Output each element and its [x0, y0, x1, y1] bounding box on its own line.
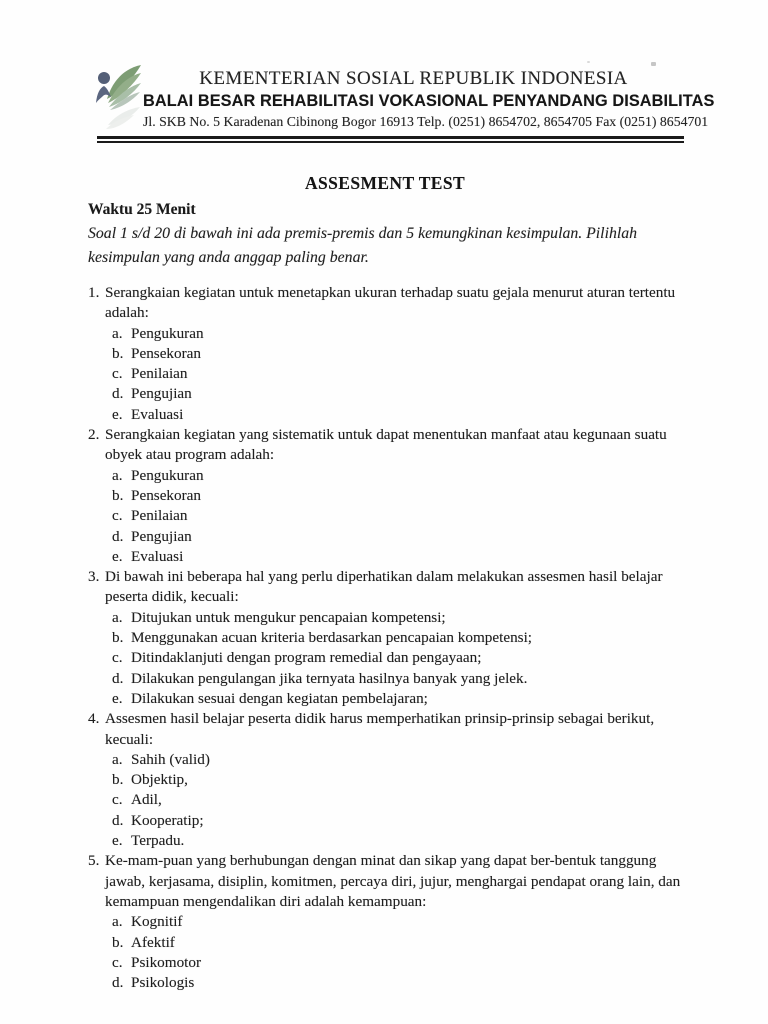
- option-text: Menggunakan acuan kriteria berdasarkan pencapaian kompetensi;: [131, 629, 533, 647]
- answer-option: [112, 689, 682, 709]
- kemensos-logo-icon: [94, 63, 144, 139]
- option-letter: a.: [112, 324, 123, 342]
- option-letter: a.: [112, 466, 123, 484]
- answer-option: [112, 648, 682, 668]
- option-letter: b.: [112, 933, 124, 951]
- answer-option: [112, 608, 682, 628]
- question-head: [88, 567, 682, 608]
- option-letter: e.: [112, 689, 123, 707]
- option-text: Penilaian: [131, 365, 188, 383]
- option-text: Objektip,: [131, 771, 188, 789]
- option-letter: c.: [112, 507, 123, 525]
- duration-label: Waktu 25 Menit: [88, 201, 196, 218]
- question-item: [88, 283, 682, 425]
- option-letter: d.: [112, 669, 124, 687]
- question-list: [88, 283, 682, 993]
- divider-thick-line: [97, 136, 684, 139]
- document-body: [88, 173, 682, 993]
- ministry-name: KEMENTERIAN SOSIAL REPUBLIK INDONESIA: [199, 68, 628, 89]
- option-letter: a.: [112, 750, 123, 768]
- option-letter: c.: [112, 953, 123, 971]
- question-item: [88, 425, 682, 567]
- question-options: [88, 608, 682, 709]
- option-letter: c.: [112, 791, 123, 809]
- question-head: [88, 425, 682, 466]
- option-text: Pensekoran: [131, 486, 202, 504]
- answer-option: [112, 973, 682, 993]
- question-number: 2.: [88, 426, 100, 444]
- option-text: Kooperatip;: [131, 811, 204, 829]
- option-letter: d.: [112, 811, 124, 829]
- question-item: [88, 851, 682, 993]
- question-text: Ke-mam-puan yang berhubungan dengan minat dan sikap yang dapat ber-bentuk tanggung jawab, kerjasama, disiplin, komitmen, percaya diri, jujur, menghargai pendapat orang lain, dan kemampuan mengendalikan diri adalah kemampuan:: [105, 852, 681, 910]
- option-text: Dilakukan pengulangan jika ternyata hasilnya banyak yang jelek.: [131, 669, 528, 687]
- answer-option: [112, 669, 682, 689]
- divider-thin-line: [97, 141, 684, 143]
- question-text: Serangkaian kegiatan untuk menetapkan ukuran terhadap suatu gejala menurut aturan tertentu adalah:: [105, 284, 676, 322]
- question-options: [88, 750, 682, 851]
- question-text: Assesmen hasil belajar peserta didik harus memperhatikan prinsip-prinsip sebagai berikut, kecuali:: [105, 710, 655, 748]
- answer-option: [112, 384, 682, 404]
- option-text: Ditujukan untuk mengukur pencapaian kompetensi;: [131, 608, 446, 626]
- option-text: Pengujian: [131, 385, 192, 403]
- question-options: [88, 324, 682, 425]
- option-letter: d.: [112, 527, 124, 545]
- option-text: Psikologis: [131, 974, 195, 992]
- option-letter: a.: [112, 913, 123, 931]
- option-letter: b.: [112, 629, 124, 647]
- option-text: Evaluasi: [131, 547, 184, 565]
- answer-option: [112, 486, 682, 506]
- question-number: 5.: [88, 852, 100, 870]
- option-text: Pensekoran: [131, 344, 202, 362]
- question-number: 4.: [88, 710, 100, 728]
- page-title: ASSESMENT TEST: [304, 173, 466, 193]
- option-letter: a.: [112, 608, 123, 626]
- option-letter: b.: [112, 771, 124, 789]
- address-line: Jl. SKB No. 5 Karadenan Cibinong Bogor 16913 Telp. (0251) 8654702, 8654705 Fax (0251) 8654701: [143, 114, 709, 129]
- option-text: Kognitif: [131, 913, 183, 931]
- question-head: [88, 851, 682, 912]
- answer-option: [112, 324, 682, 344]
- option-text: Penilaian: [131, 507, 188, 525]
- option-letter: d.: [112, 974, 124, 992]
- question-item: [88, 709, 682, 851]
- option-text: Pengujian: [131, 527, 192, 545]
- question-text: Serangkaian kegiatan yang sistematik untuk dapat menentukan manfaat atau kegunaan suatu obyek atau program adalah:: [105, 426, 667, 464]
- question-number: 1.: [88, 284, 100, 301]
- letterhead-divider: [97, 136, 684, 143]
- option-text: Psikomotor: [131, 953, 202, 971]
- scan-artifact: [587, 61, 590, 63]
- answer-option: [112, 364, 682, 384]
- letterhead: [97, 66, 715, 143]
- question-head: [88, 283, 682, 324]
- answer-option: [112, 831, 682, 851]
- option-letter: e.: [112, 405, 123, 423]
- answer-option: [112, 953, 682, 973]
- answer-option: [112, 405, 682, 425]
- option-text: Ditindaklanjuti dengan program remedial dan pengayaan;: [131, 649, 482, 667]
- option-text: Pengukuran: [131, 324, 204, 342]
- question-options: [88, 912, 682, 993]
- option-text: Pengukuran: [131, 466, 204, 484]
- answer-option: [112, 506, 682, 526]
- option-letter: e.: [112, 547, 123, 565]
- answer-option: [112, 912, 682, 932]
- option-letter: e.: [112, 832, 123, 850]
- answer-option: [112, 770, 682, 790]
- option-text: Dilakukan sesuai dengan kegiatan pembelajaran;: [131, 689, 428, 707]
- answer-option: [112, 628, 682, 648]
- question-text: Di bawah ini beberapa hal yang perlu diperhatikan dalam melakukan assesmen hasil belajar peserta didik, kecuali:: [105, 568, 663, 606]
- option-text: Evaluasi: [131, 405, 184, 423]
- answer-option: [112, 527, 682, 547]
- option-letter: b.: [112, 344, 124, 362]
- option-text: Adil,: [131, 791, 162, 809]
- answer-option: [112, 344, 682, 364]
- option-letter: c.: [112, 649, 123, 667]
- answer-option: [112, 811, 682, 831]
- option-letter: d.: [112, 385, 124, 403]
- answer-option: [112, 790, 682, 810]
- question-options: [88, 466, 682, 567]
- option-text: Terpadu.: [131, 832, 185, 850]
- option-text: Afektif: [131, 933, 175, 951]
- question-head: [88, 709, 682, 750]
- answer-option: [112, 466, 682, 486]
- answer-option: [112, 933, 682, 953]
- answer-option: [112, 750, 682, 770]
- option-text: Sahih (valid): [131, 750, 210, 768]
- scan-artifact: [651, 62, 656, 66]
- letterhead-text: [143, 66, 715, 131]
- instructions-text: Soal 1 s/d 20 di bawah ini ada premis-premis dan 5 kemungkinan kesimpulan. Pilihlah kesimpulan yang anda anggap paling benar.: [88, 225, 638, 266]
- answer-option: [112, 547, 682, 567]
- question-item: [88, 567, 682, 709]
- institution-name: BALAI BESAR REHABILITASI VOKASIONAL PENYANDANG DISABILITAS: [143, 92, 715, 110]
- question-number: 3.: [88, 568, 100, 586]
- option-letter: b.: [112, 486, 124, 504]
- option-letter: c.: [112, 365, 123, 383]
